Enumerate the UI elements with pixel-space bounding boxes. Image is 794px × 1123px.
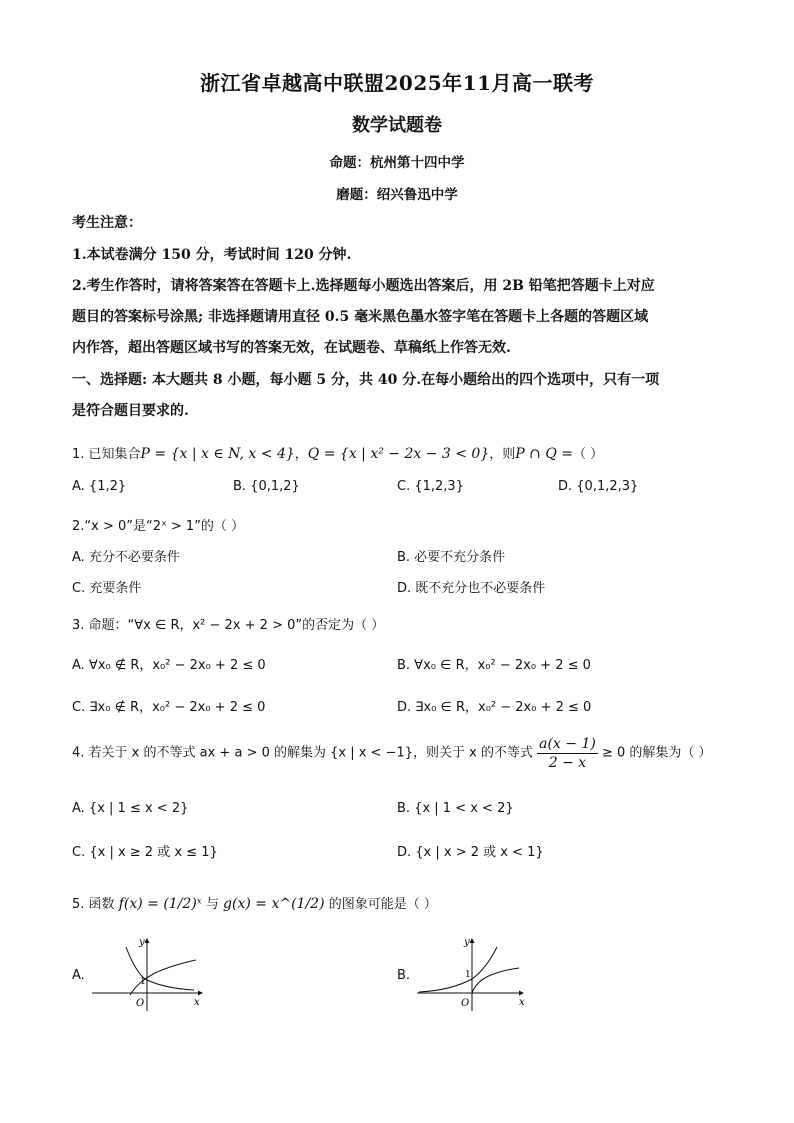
q5-suffix: 的图象可能是（ ）	[328, 897, 437, 912]
graph-b-curve-root	[472, 968, 519, 993]
graph-a-y-arrow	[145, 938, 150, 943]
q5-graph-b	[415, 935, 535, 1013]
notice-line-2b: 题目的答案标号涂黑; 非选择题请用直径 0.5 毫米黑色墨水签字笔在答题卡上各题的答题区域	[72, 309, 649, 325]
q3-option-a: A. ∀x₀ ∉ R，x₀² − 2x₀ + 2 ≤ 0	[72, 658, 266, 673]
notice-line-1: 1.本试卷满分 150 分，考试时间 120 分钟.	[72, 247, 352, 263]
q4-option-b: B. {x | 1 < x < 2}	[397, 801, 514, 816]
q5-prefix: 5. 函数	[72, 897, 115, 912]
q1-comma: ，	[294, 447, 308, 462]
q2-option-b: B. 必要不充分条件	[397, 550, 506, 565]
q5-g-function: g(x) = x^(1/2)	[223, 896, 325, 912]
q4-part-1: 4. 若关于 x 的不等式 ax + a > 0 的解集为 {x | x < −1}，则关于 x 的不等式	[72, 745, 533, 761]
graph-b-y-label: y	[464, 937, 470, 948]
graph-b-x-label: x	[519, 997, 525, 1008]
graph-b-origin-label: O	[461, 998, 470, 1009]
q1-set-q: Q = {x | x² − 2x − 3 < 0}	[307, 446, 490, 462]
question-4-stem	[72, 735, 712, 772]
q1-option-b: B. {0,1,2}	[233, 479, 300, 494]
q5-option-a-label: A.	[72, 968, 85, 983]
question-2-stem: 2.“x > 0”是“2ˣ > 1”的（ ）	[72, 519, 245, 534]
q1-prefix: 1. 已知集合	[72, 447, 141, 462]
q4-option-a: A. {x | 1 ≤ x < 2}	[72, 801, 189, 816]
q5-option-b-label: B.	[397, 968, 411, 983]
q1-then: ，则	[489, 447, 516, 462]
q1-option-d: D. {0,1,2,3}	[558, 479, 639, 494]
q5-f-function: f(x) = (1/2)ˣ	[118, 896, 202, 912]
q3-option-b: B. ∀x₀ ∈ R，x₀² − 2x₀ + 2 ≤ 0	[397, 658, 591, 673]
graph-b-x-arrow	[519, 991, 524, 996]
q5-graph-a	[90, 935, 210, 1013]
notice-line-2a: 2.考生作答时，请将答案答在答题卡上.选择题每小题选出答案后，用 2B 铅笔把答题卡上对应	[72, 278, 655, 294]
q4-fraction-numerator: a(x − 1)	[539, 736, 596, 752]
q3-option-d: D. ∃x₀ ∈ R，x₀² − 2x₀ + 2 ≤ 0	[397, 700, 592, 715]
q2-option-a: A. 充分不必要条件	[72, 550, 180, 565]
q2-option-c: C. 充要条件	[72, 581, 142, 596]
question-3-stem: 3. 命题：“∀x ∈ R，x² − 2x + 2 > 0”的否定为（ ）	[72, 618, 385, 633]
notice-line-2c: 内作答，超出答题区域书写的答案无效，在试题卷、草稿纸上作答无效.	[72, 340, 511, 356]
setter-line: 命题：杭州第十四中学	[329, 155, 465, 171]
graph-a-y-label: y	[139, 937, 145, 948]
q1-set-p: P = {x | x ∈ N, x < 4}	[140, 446, 295, 462]
section-heading-line-2: 是符合题目要求的.	[72, 403, 189, 419]
notice-heading: 考生注意：	[72, 215, 142, 231]
question-5-stem	[72, 893, 437, 912]
graph-b-one-label: 1	[465, 970, 471, 980]
exam-subtitle: 数学试题卷	[352, 115, 442, 136]
exam-title: 浙江省卓越高中联盟2025年11月高一联考	[200, 71, 594, 95]
q5-mid: 与	[205, 897, 219, 912]
q4-fraction-denominator: 2 − x	[548, 755, 587, 771]
q4-option-d: D. {x | x > 2 或 x < 1}	[397, 845, 544, 860]
q4-fraction	[537, 735, 598, 772]
graph-a-x-arrow	[198, 991, 203, 996]
graph-b-y-arrow	[470, 938, 475, 943]
reviewer-line: 磨题：绍兴鲁迅中学	[336, 187, 458, 203]
section-heading-line-1: 一、选择题: 本大题共 8 小题，每小题 5 分，共 40 分.在每小题给出的四个选项中，只有一项	[72, 372, 660, 388]
q1-option-c: C. {1,2,3}	[397, 479, 464, 494]
question-1-stem	[72, 443, 603, 462]
q1-blank: （ ）	[572, 447, 604, 462]
q1-expression: P ∩ Q =	[515, 446, 573, 462]
q3-option-c: C. ∃x₀ ∉ R，x₀² − 2x₀ + 2 ≤ 0	[72, 700, 266, 715]
graph-a-origin-label: O	[136, 998, 145, 1009]
graph-a-one-label: 1	[140, 977, 146, 987]
q4-option-c: C. {x | x ≥ 2 或 x ≤ 1}	[72, 845, 218, 860]
q4-part-2: ≥ 0 的解集为（ ）	[601, 745, 712, 761]
graph-b-curve-exponential	[419, 947, 497, 992]
graph-a-curve-decreasing	[126, 947, 194, 990]
q1-option-a: A. {1,2}	[72, 479, 127, 494]
graph-a-x-label: x	[194, 997, 200, 1008]
q2-option-d: D. 既不充分也不必要条件	[397, 581, 546, 596]
